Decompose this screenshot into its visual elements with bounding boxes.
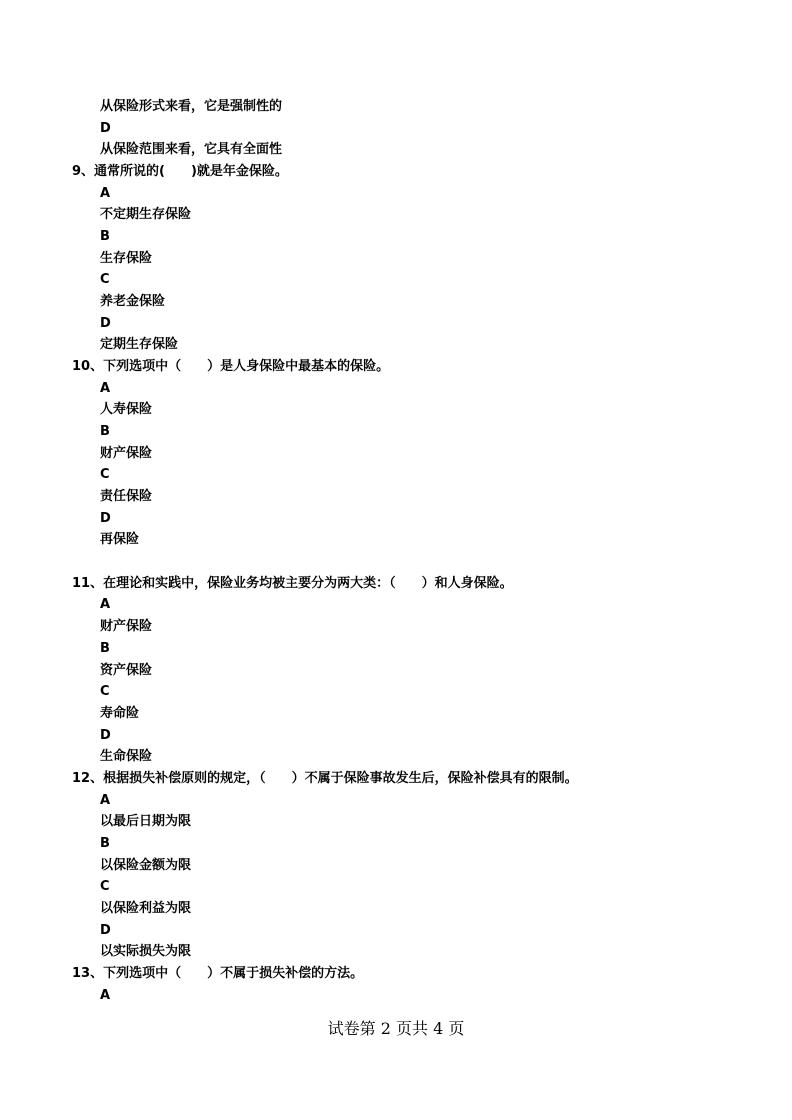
option-letter: C xyxy=(100,879,110,894)
option-text: 寿命险 xyxy=(100,706,140,721)
option-letter: A xyxy=(100,381,111,396)
option-letter: A xyxy=(100,988,111,1003)
option-text: 财产保险 xyxy=(100,446,153,461)
option-text: 从保险范围来看，它具有全面性 xyxy=(100,142,283,157)
option-letter: A xyxy=(100,793,111,808)
option-letter: C xyxy=(100,467,110,482)
option-letter: D xyxy=(100,316,111,331)
option-letter: B xyxy=(100,836,110,851)
option-letter: B xyxy=(100,424,110,439)
option-text: 以实际损失为限 xyxy=(100,944,192,959)
page-footer: 试卷第 2 页共 4 页 xyxy=(327,1019,465,1038)
option-letter: D xyxy=(100,511,111,526)
option-text: 再保险 xyxy=(100,532,140,547)
option-text: 以保险金额为限 xyxy=(100,858,192,873)
option-letter: B xyxy=(100,229,110,244)
option-text: 从保险形式来看，它是强制性的 xyxy=(100,99,283,114)
question-9: 9、通常所说的( )就是年金保险。 xyxy=(72,164,288,179)
option-letter: D xyxy=(100,121,111,136)
question-11: 11、在理论和实践中，保险业务均被主要分为两大类：（ ）和人身保险。 xyxy=(72,576,513,591)
option-text: 生存保险 xyxy=(100,251,153,266)
option-text: 不定期生存保险 xyxy=(100,207,192,222)
question-13: 13、下列选项中（ ）不属于损失补偿的方法。 xyxy=(72,966,364,981)
option-text: 生命保险 xyxy=(100,749,153,764)
option-letter: A xyxy=(100,597,111,612)
option-letter: C xyxy=(100,684,110,699)
option-letter: B xyxy=(100,641,110,656)
option-text: 定期生存保险 xyxy=(100,337,179,352)
option-text: 以最后日期为限 xyxy=(100,814,192,829)
question-12: 12、根据损失补偿原则的规定，（ ）不属于保险事故发生后，保险补偿具有的限制。 xyxy=(72,771,578,786)
option-text: 人寿保险 xyxy=(100,402,153,417)
option-text: 以保险利益为限 xyxy=(100,901,192,916)
option-letter: C xyxy=(100,272,110,287)
option-text: 养老金保险 xyxy=(100,294,166,309)
option-letter: D xyxy=(100,923,111,938)
option-text: 财产保险 xyxy=(100,619,153,634)
question-10: 10、下列选项中（ ）是人身保险中最基本的保险。 xyxy=(72,359,390,374)
option-letter: D xyxy=(100,728,111,743)
option-letter: A xyxy=(100,186,111,201)
option-text: 责任保险 xyxy=(100,489,153,504)
option-text: 资产保险 xyxy=(100,663,153,678)
